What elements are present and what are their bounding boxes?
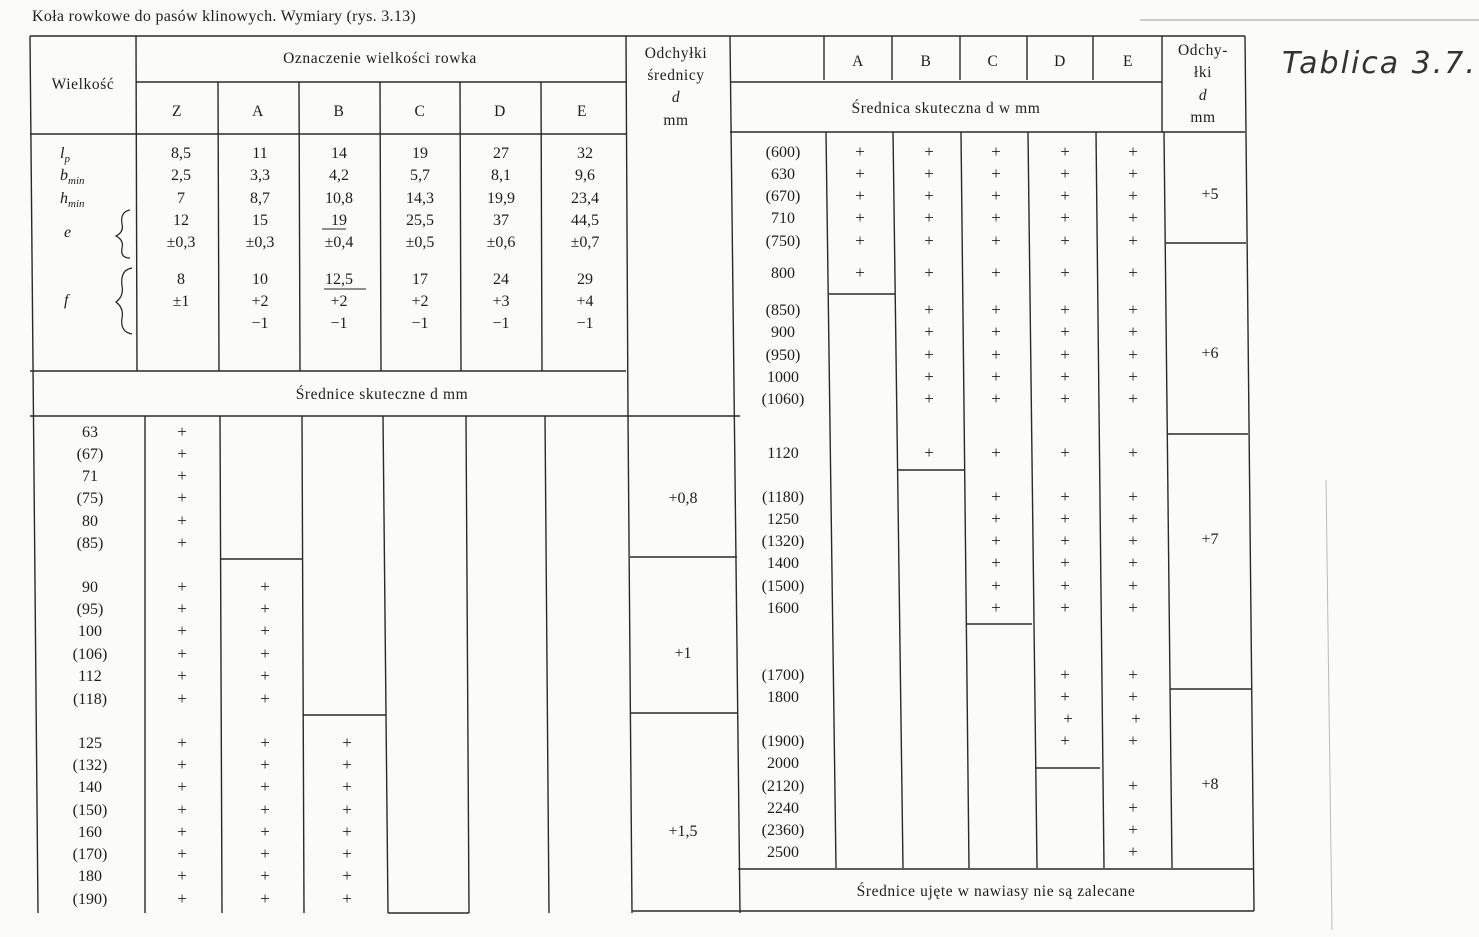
right-diameter-row: 2500 [767,844,799,861]
availability-mark: + [1128,164,1138,183]
right-dev-header-line1: Odchy- [1177,42,1229,59]
param-hmin-value: 14,3 [406,190,434,207]
availability-mark: + [1128,820,1138,839]
availability-mark: + [1128,576,1138,595]
availability-mark: + [260,666,270,685]
diameter-row: (118) [72,691,108,708]
right-diameter-row: 1400 [767,555,799,572]
availability-mark: + [1128,776,1138,795]
param-hmin-value: 8,7 [250,190,270,207]
availability-mark: + [1060,509,1070,528]
availability-mark: + [991,367,1001,386]
param-f-lower-tolerance: −1 [330,315,348,332]
availability-mark: + [1060,208,1070,227]
param-f-lower-tolerance: −1 [251,315,269,332]
availability-mark: + [991,300,1001,319]
param-e-value: 44,5 [571,212,599,229]
right-diameter-row: (2360) [761,822,805,839]
col-header-b: B [333,103,345,120]
availability-mark: + [1128,842,1138,861]
availability-mark: + [1060,263,1070,282]
availability-mark: + [1060,231,1070,250]
table-title: Koła rowkowe do pasów klinowych. Wymiary (rys. 3.13) [32,8,417,25]
effective-diameters-subheader: Średnice skuteczne d mm [295,386,469,403]
param-f-upper-tolerance: +3 [492,293,510,310]
availability-mark: + [342,733,352,752]
diameter-row: 140 [78,779,102,796]
left-deviation-values [668,490,697,840]
right-diameter-deviation: +5 [1201,186,1219,203]
diameter-row: (95) [76,601,104,618]
param-hmin-value: 23,4 [571,190,599,207]
availability-mark: + [924,231,934,250]
diameter-row: (132) [72,757,108,774]
availability-mark: + [1060,367,1070,386]
param-f-upper-tolerance: +2 [330,293,348,310]
param-lp-value: 19 [412,145,428,162]
availability-mark: + [260,644,270,663]
param-f-value: 29 [577,271,593,288]
diameter-deviation: +1 [674,645,692,662]
param-f-lower-tolerance: −1 [492,315,510,332]
right-col-header-b: B [920,53,932,70]
param-f-value: 10 [252,271,268,288]
availability-mark: + [177,777,187,796]
param-f-value: 12,5 [325,271,353,288]
availability-mark: + [260,755,270,774]
availability-mark: + [855,186,865,205]
availability-mark: + [1128,322,1138,341]
param-bmin-value: 4,2 [329,167,349,184]
param-lp-label: $l_p$ [60,145,70,165]
right-col-header-d: D [1054,53,1066,70]
availability-mark: + [924,186,934,205]
availability-mark: + [260,844,270,863]
diameter-row: 63 [82,424,98,441]
right-dev-header-line2: łki [1193,64,1213,81]
diameter-row: (85) [76,535,104,552]
diameter-row: (150) [72,802,108,819]
diameter-row: (75) [76,490,104,507]
availability-mark: + [1128,300,1138,319]
availability-mark: + [991,487,1001,506]
brace-f [116,268,132,334]
handwritten-table-number: Tablica 3.7. [1282,46,1477,81]
right-diameter-row: 900 [771,324,795,341]
availability-mark: + [1060,186,1070,205]
availability-mark: + [1060,389,1070,408]
param-bmin-label: $b_{min}$ [60,167,85,187]
availability-mark: + [1128,443,1138,462]
param-bmin-value: 5,7 [410,167,430,184]
availability-mark: + [177,488,187,507]
diameter-row: 112 [78,668,102,685]
param-hmin-value: 10,8 [325,190,353,207]
footnote-not-recommended: Średnice ujęte w nawiasy nie są zalecane [856,883,1136,900]
availability-mark: + [924,389,934,408]
right-diameter-row: (2120) [761,778,805,795]
param-f-value: 8 [177,271,185,288]
right-diameter-deviation: +7 [1201,531,1219,548]
availability-mark: + [991,509,1001,528]
right-diameter-row: (670) [765,188,801,205]
availability-mark: + [991,231,1001,250]
availability-mark: + [342,800,352,819]
availability-mark: + [1128,531,1138,550]
param-f-upper-tolerance: +2 [251,293,269,310]
param-lp-value: 11 [252,145,268,162]
param-f-label: f [64,292,69,309]
availability-mark: + [924,208,934,227]
right-diameter-row: 2000 [767,755,799,772]
param-e-tolerance: ±0,3 [166,234,196,251]
availability-mark: + [991,263,1001,282]
availability-mark: + [260,577,270,596]
param-e-tolerance: ±0,3 [245,234,275,251]
availability-mark: + [991,531,1001,550]
dev-header-line1: Odchyłki [644,45,708,62]
right-diameter-row: (600) [765,144,801,161]
availability-mark: + [342,844,352,863]
right-dev-header-line3: d [1198,87,1208,104]
availability-mark: + [177,511,187,530]
param-bmin-value: 3,3 [250,167,270,184]
param-e-label: e [64,224,72,241]
right-diameter-row: 2240 [767,800,799,817]
availability-mark: + [177,889,187,908]
right-diameter-row: 1600 [767,600,799,617]
right-diameter-row: 630 [771,166,795,183]
param-lp-value: 14 [331,145,347,162]
param-e-value: 19 [331,212,347,229]
param-e-value: 25,5 [406,212,434,229]
availability-mark: + [991,389,1001,408]
col-header-z: Z [171,103,183,120]
param-f-upper-tolerance: +2 [411,293,429,310]
availability-mark: + [177,822,187,841]
right-diameter-deviation: +6 [1201,345,1219,362]
availability-mark: + [1128,509,1138,528]
availability-mark: + [1128,231,1138,250]
availability-mark: + [924,367,934,386]
availability-mark: + [1060,443,1070,462]
col-header-a: A [252,103,264,120]
availability-mark: + [1060,164,1070,183]
param-f-value: 24 [493,271,509,288]
right-diameter-row: (1060) [761,391,805,408]
right-diameter-row: (1180) [761,489,805,506]
availability-mark: + [260,621,270,640]
availability-mark: + [1128,263,1138,282]
availability-mark: + [260,599,270,618]
size-header: Wielkość [51,76,115,93]
diameter-row: 180 [78,868,102,885]
param-hmin-value: 19,9 [487,190,515,207]
diameter-row: (106) [72,646,108,663]
availability-mark: + [1128,731,1138,750]
param-hmin-value: 7 [177,190,185,207]
scan-artifact-line [1326,480,1332,930]
diameter-row: 80 [82,513,98,530]
availability-mark: + [1128,487,1138,506]
availability-mark: + [1128,598,1138,617]
param-e-tolerance: ±0,4 [324,234,354,251]
param-f-lower-tolerance: −1 [411,315,429,332]
left-table-grid [30,36,740,913]
param-values [167,145,600,332]
availability-mark: + [1060,598,1070,617]
availability-mark: + [342,777,352,796]
availability-mark: + [1060,300,1070,319]
diameter-row: 160 [78,824,102,841]
right-table-grid [626,36,1254,913]
availability-mark: + [991,208,1001,227]
param-bmin-value: 9,6 [575,167,595,184]
availability-mark: + [1128,142,1138,161]
availability-mark: + [1128,367,1138,386]
diameter-row: 125 [78,735,102,752]
availability-mark: + [177,533,187,552]
groove-designation-header: Oznaczenie wielkości rowka [283,50,477,67]
param-f-upper-tolerance: +4 [576,293,594,310]
availability-mark: + [855,142,865,161]
availability-mark: + [260,689,270,708]
availability-mark: + [1060,322,1070,341]
param-lp-value: 27 [493,145,509,162]
availability-mark: + [1128,208,1138,227]
col-header-e: E [576,103,588,120]
param-f-upper-tolerance: ±1 [172,293,190,310]
dev-header-line3: d [671,89,681,106]
availability-mark: + [1128,389,1138,408]
right-diameter-row: 1120 [767,445,799,462]
right-diameter-deviation: +8 [1201,776,1219,793]
availability-mark: + [1128,687,1138,706]
availability-mark: + [1060,345,1070,364]
param-e-value: 37 [493,212,509,229]
right-diameter-row: 710 [771,210,795,227]
right-diameter-row: (1320) [761,533,805,550]
left-diameter-list [73,424,108,908]
availability-mark: + [991,598,1001,617]
availability-mark: + [177,733,187,752]
availability-mark: + [177,755,187,774]
param-f-lower-tolerance: −1 [576,315,594,332]
param-e-tolerance: ±0,5 [405,234,435,251]
availability-mark: + [1060,531,1070,550]
param-e-value: 15 [252,212,268,229]
availability-mark: + [1063,709,1073,728]
availability-mark: + [177,644,187,663]
availability-mark: + [260,733,270,752]
diameter-deviation: +1,5 [668,823,698,840]
col-header-c: C [414,103,426,120]
availability-mark: + [924,345,934,364]
param-bmin-value: 2,5 [171,167,191,184]
diameter-row: (170) [72,846,108,863]
availability-mark: + [991,186,1001,205]
availability-mark: + [1128,665,1138,684]
right-diameter-list [762,144,805,861]
availability-mark: + [1128,345,1138,364]
availability-mark: + [342,822,352,841]
effective-diameter-header: Średnica skuteczna d w mm [851,100,1041,117]
right-diameter-row: 1000 [767,369,799,386]
param-e-value: 12 [173,212,189,229]
availability-mark: + [991,553,1001,572]
availability-mark: + [924,300,934,319]
availability-mark: + [1060,553,1070,572]
availability-mark: + [342,889,352,908]
availability-mark: + [260,889,270,908]
availability-mark: + [924,164,934,183]
availability-mark: + [924,443,934,462]
availability-mark: + [177,689,187,708]
param-labels [60,145,366,334]
availability-mark: + [991,142,1001,161]
availability-mark: + [924,263,934,282]
diameter-row: (190) [72,891,108,908]
availability-mark: + [924,142,934,161]
availability-mark: + [855,208,865,227]
diameter-row: 71 [82,468,98,485]
brace-e [116,210,130,258]
availability-mark: + [1060,687,1070,706]
availability-mark: + [855,231,865,250]
right-diameter-row: (1700) [761,667,805,684]
param-e-tolerance: ±0,6 [486,234,516,251]
availability-mark: + [1128,186,1138,205]
param-e-tolerance: ±0,7 [570,234,600,251]
right-col-header-c: C [987,53,999,70]
availability-mark: + [177,577,187,596]
col-header-d: D [494,103,506,120]
left-plus-marks [177,422,352,908]
availability-mark: + [177,444,187,463]
availability-mark: + [991,322,1001,341]
availability-mark: + [177,666,187,685]
availability-mark: + [1128,553,1138,572]
availability-mark: + [855,263,865,282]
availability-mark: + [1060,731,1070,750]
availability-mark: + [991,164,1001,183]
right-diameter-row: (1500) [761,578,805,595]
right-diameter-row: 1800 [767,689,799,706]
availability-mark: + [1060,142,1070,161]
diameter-deviation: +0,8 [668,490,698,507]
right-col-header-a: A [852,53,864,70]
availability-mark: + [1060,576,1070,595]
availability-mark: + [260,866,270,885]
availability-mark: + [177,621,187,640]
availability-mark: + [1060,665,1070,684]
availability-mark: + [177,466,187,485]
right-diameter-row: (1900) [761,733,805,750]
availability-mark: + [260,800,270,819]
dev-header-line4: mm [663,112,689,129]
availability-mark: + [260,777,270,796]
availability-mark: + [1131,709,1141,728]
param-lp-value: 32 [577,145,593,162]
right-col-header-e: E [1122,53,1134,70]
availability-mark: + [177,866,187,885]
param-f-value: 17 [412,271,428,288]
right-deviation-values [1201,186,1218,793]
dev-header-line2: średnicy [647,67,705,84]
param-lp-value: 8,5 [171,145,191,162]
availability-mark: + [1128,798,1138,817]
right-dev-header-line4: mm [1190,109,1216,126]
availability-mark: + [991,443,1001,462]
availability-mark: + [342,755,352,774]
availability-mark: + [991,345,1001,364]
availability-mark: + [177,422,187,441]
diameter-row: 100 [78,623,102,640]
availability-mark: + [177,800,187,819]
right-column-headers [852,53,1133,70]
availability-mark: + [342,866,352,885]
right-diameter-row: 1250 [767,511,799,528]
availability-mark: + [177,844,187,863]
availability-mark: + [260,822,270,841]
availability-mark: + [1060,487,1070,506]
right-diameter-row: (950) [765,347,801,364]
right-diameter-row: 800 [771,265,795,282]
param-bmin-value: 8,1 [491,167,511,184]
right-diameter-row: (850) [765,302,801,319]
availability-mark: + [177,599,187,618]
availability-mark: + [924,322,934,341]
diameter-row: (67) [76,446,104,463]
availability-mark: + [991,576,1001,595]
right-diameter-row: (750) [765,233,801,250]
availability-mark: + [855,164,865,183]
param-hmin-label: $h_{min}$ [60,190,85,210]
diameter-row: 90 [82,579,98,596]
